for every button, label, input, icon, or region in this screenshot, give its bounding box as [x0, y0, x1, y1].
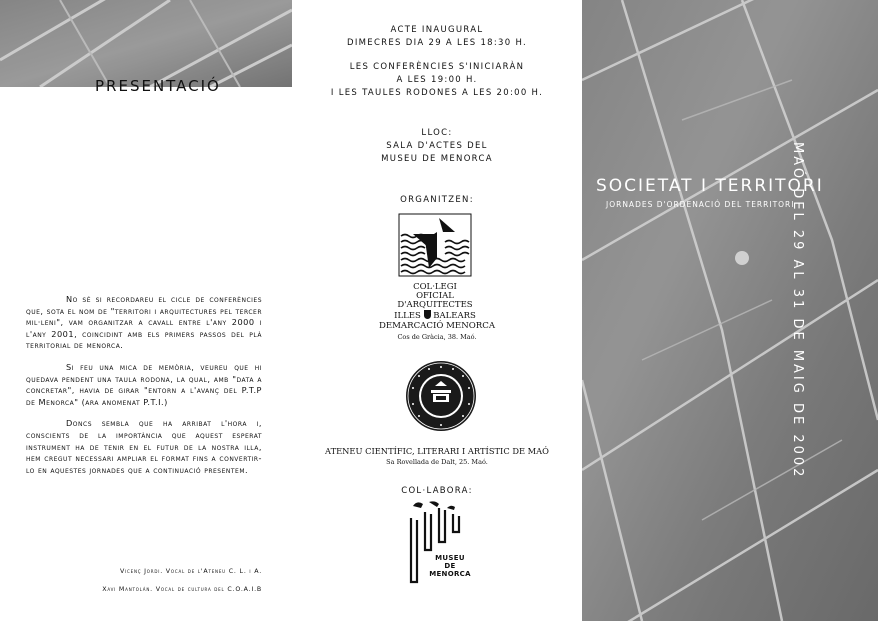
- ateneu-info: [292, 446, 582, 468]
- place-line: SALA D'ACTES DEL: [386, 141, 488, 151]
- demarcacio-name: DEMARCACIÓ MENORCA: [378, 321, 496, 331]
- event-line: ACTE INAUGURAL: [390, 25, 484, 35]
- event-schedule: [292, 24, 582, 100]
- coaib-name-line: BALEARS: [433, 311, 476, 321]
- coaib-name-line: D'ARQUITECTES: [397, 300, 473, 310]
- place-info: [292, 127, 582, 166]
- museu-name-line: MENORCA: [429, 570, 471, 578]
- event-dates: MAÓ DEL 29 AL 31 DE MAIG DE 2002: [790, 142, 805, 480]
- collabora-label: COL·LABORA:: [401, 486, 473, 496]
- ateneu-seal-icon: [405, 360, 477, 432]
- ateneu-name: ATENEU CIENTÍFIC, LITERARI I ARTÍSTIC DE MAÓ: [325, 446, 549, 456]
- paragraph: No sé si recordareu el cicle de conferències que, sota el nom de "territori i arquitectures pel tercer mil·leni", vam organitzar a cavall entre l'any 2000 i l'any 2001, coincidint amb els primers passos del plà territorial de menorca.: [26, 294, 262, 351]
- place-line: MUSEU DE MENORCA: [381, 154, 493, 164]
- cover-subtitle: JORNADES D'ORDENACIÓ DEL TERRITORI: [606, 200, 795, 209]
- presentation-text: [26, 294, 262, 486]
- place-label: LLOC:: [421, 128, 453, 138]
- museu-name-line: DE: [444, 562, 456, 570]
- demarcacio-address: Cos de Gràcia, 38. Maó.: [397, 333, 477, 341]
- organizers-label: ORGANITZEN:: [400, 195, 474, 205]
- signature-ateneu: Vicenç Jordi. Vocal de l'Ateneu C. L. i A.: [119, 568, 262, 575]
- event-line: DIMECRES DIA 29 A LES 18:30 H.: [346, 38, 527, 48]
- museu-name-line: MUSEU: [435, 554, 465, 562]
- museu-menorca-logo: [405, 500, 475, 596]
- coaib-name-line: COL·LEGI OFICIAL: [413, 282, 457, 301]
- aerial-photo-top-left: [0, 0, 292, 87]
- aerial-photo-cover: [582, 0, 878, 621]
- presentacio-title: PRESENTACIÓ: [95, 77, 221, 95]
- ateneu-address: Sa Rovellada de Dalt, 25. Maó.: [386, 458, 488, 466]
- event-line: A LES 19:00 H.: [396, 75, 478, 85]
- signature-coaib: Xavi Mantolán. Vocal de cultura del C.O.A.I.B: [102, 586, 262, 593]
- event-line: LES CONFERÈNCIES S'INICIARÀN: [349, 62, 525, 72]
- paragraph: Si feu una mica de memòria, veureu que hi quedava pendent una taula rodona, la qual, amb "data a concretar", havia de girar "entorn a l'avanç del P.T.P de Menorca" (ara anomenat P.T.I.): [26, 361, 262, 407]
- coaib-emblem-icon: [393, 212, 477, 278]
- coaib-logo: [393, 212, 477, 322]
- demarcacio: [292, 321, 582, 343]
- museu-columns-icon: [405, 500, 475, 596]
- coaib-crest-icon: [424, 310, 431, 319]
- coaib-name-line: ILLES: [394, 311, 421, 321]
- event-line: I LES TAULES RODONES A LES 20:00 H.: [330, 88, 544, 98]
- paragraph: Doncs sembla que ha arribat l'hora i, conscients de la importància que aquest esperat instrument ha de tenir en el futur de la nostra illa, hem cregut necessari ampliar el format fins a convertir-lo en aquestes jornades que a continuació presentem.: [26, 418, 262, 475]
- cover-title: SOCIETAT I TERRITORI: [596, 176, 824, 196]
